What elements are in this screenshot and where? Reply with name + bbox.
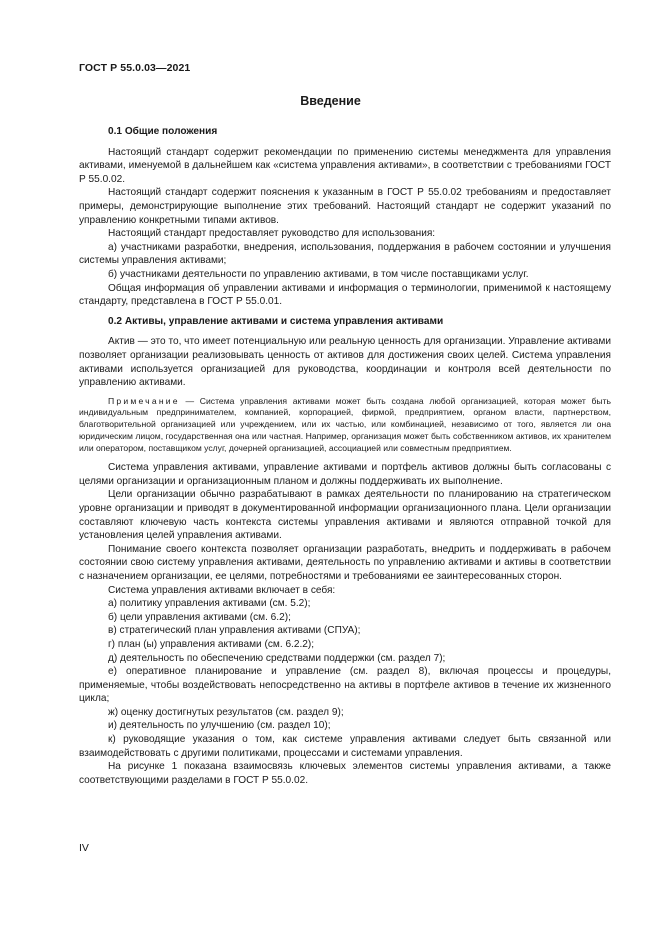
- paragraph: Цели организации обычно разрабатывают в рамках деятельности по планированию на стратегическом уровне организации и приводят в документированной информации организационного плана. Цели организации составляют ключевую часть контекста системы управления активами и являются отправной точкой для установления целей управления активами.: [79, 489, 611, 542]
- list-item: е) оперативное планирование и управление (см. раздел 8), включая процессы и процедуры, применяемые, чтобы воздействовать непосредственно на активы в портфеле активов в течение их жизненного цикла;: [79, 666, 611, 705]
- list-item: б) цели управления активами (см. 6.2);: [108, 611, 291, 623]
- paragraph: Понимание своего контекста позволяет организации разработать, внедрить и поддерживать в рабочем состоянии свою систему управления активами, деятельность по управлению активами и активы в соответствии с назначением организации, ее целями, потребностями и требованиями ее заинтересованных сторон.: [79, 543, 611, 582]
- section-heading-0-2: 0.2 Активы, управление активами и система управления активами: [108, 315, 444, 327]
- list-item: д) деятельность по обеспечению средствами поддержки (см. раздел 7);: [108, 652, 446, 664]
- note: [79, 396, 611, 455]
- paragraph: Актив — это то, что имеет потенциальную или реальную ценность для организации. Управление активами позволяет организации реализовывать ценность от активов для достижения своих целей. Система управления активами используется организацией для руководства, координации и контроля всей деятельности по управлению активами.: [79, 336, 611, 389]
- section-heading-0-1: 0.1 Общие положения: [108, 126, 218, 137]
- standard-header: ГОСТ Р 55.0.03—2021: [79, 62, 191, 74]
- list-item: а) участниками разработки, внедрения, использования, поддержания в рабочем состоянии и улучшения системы управления активами;: [79, 241, 611, 267]
- paragraph: Общая информация об управлении активами и информация о терминологии, применимой к настоящему стандарту, представлена в ГОСТ Р 55.0.01.: [79, 282, 611, 308]
- list-item: в) стратегический план управления активами (СПУА);: [108, 625, 361, 637]
- list-item: и) деятельность по улучшению (см. раздел 10);: [108, 720, 331, 732]
- paragraph: Система управления активами, управление активами и портфель активов должны быть согласованы с целями организации и организационным планом и должны поддерживать их выполнение.: [79, 462, 611, 487]
- paragraph: Настоящий стандарт содержит рекомендации по применению системы менеджмента для управления активами, именуемой в дальнейшем как «система управления активами», в соответствии с требованиями ГОСТ Р 55.0.02.: [79, 146, 611, 185]
- page-number: IV: [79, 842, 89, 854]
- paragraph: На рисунке 1 показана взаимосвязь ключевых элементов системы управления активами, а также соответствующими разделами в ГОСТ Р 55.0.02.: [79, 761, 611, 786]
- document-body: [79, 121, 611, 787]
- list-item: к) руководящие указания о том, как системе управления активами следует быть связанной или взаимодействовать с другими политиками, процессами и системами управления.: [79, 734, 611, 759]
- page-title: Введение: [300, 94, 361, 108]
- note-text: — Система управления активами может быть создана любой организацией, которая может быть индивидуальным предпринимателем, компанией, корпорацией, фирмой, предприятием, органом власти, партнерством, благотворительной организацией или учреждением, или их частью, или комбинацией, независимо от того, является ли она юридическим лицом, государственная она или частная. Например, организация может быть собственником активов, их хранителем или оператором, поставщиком услуг, дочерней организацией, ассоциацией или совместным предприятием.: [79, 395, 611, 453]
- list-item: ж) оценку достигнутых результатов (см. раздел 9);: [108, 706, 344, 718]
- paragraph: Настоящий стандарт предоставляет руководство для использования:: [108, 228, 436, 240]
- list-item: б) участниками деятельности по управлению активами, в том числе поставщиками услуг.: [108, 268, 529, 280]
- paragraph: Система управления активами включает в себя:: [108, 584, 336, 596]
- list-item: г) план (ы) управления активами (см. 6.2.2);: [108, 638, 315, 650]
- note-label: Примечание: [108, 395, 180, 406]
- paragraph: Настоящий стандарт содержит пояснения к указанным в ГОСТ Р 55.0.02 требованиям и предоставляет примеры, демонстрирующие выполнение этих требований. Настоящий стандарт не содержит указаний по управлению конкретными типами активов.: [79, 187, 611, 226]
- list-item: а) политику управления активами (см. 5.2);: [108, 598, 311, 610]
